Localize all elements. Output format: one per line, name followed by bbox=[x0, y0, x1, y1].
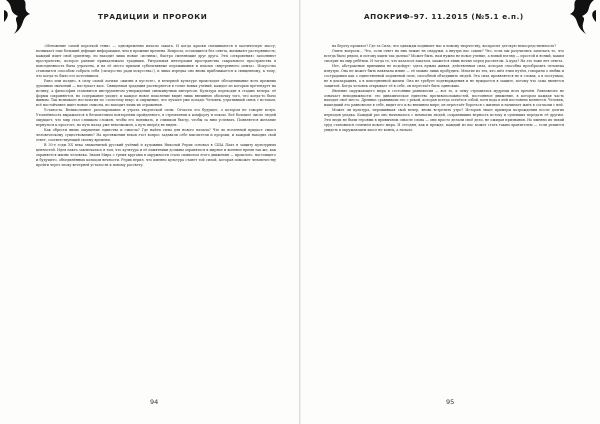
page-number: 94 bbox=[150, 398, 159, 406]
paragraph: Явление окружающего мира в состоянии равновесия — вот то, к чему стремились мудрецы всех времён. Равновесие не означает неподвижности: это динамическое единство противоположностей, постоянное движение, в котором каждая часть находит своё место. Древние сравнивали его с рекой, которая всегда остаётся собой, хотя вода в ней постоянно меняется. Человек, нашедший это равновесие в себе, видит его и во внешнем мире; он перестаёт бороться с жизнью и начинает жить в согласии с ней. bbox=[324, 88, 564, 108]
paragraph: Как обрести вновь ощущение единства и смысла? Где найти силы для нового начала? Что во вселенной придаст смысл человеческому существованию? На протяжении веков этот вопрос задавали себе мыслители и пророки, и каждый находил свой ответ, соответствующий своему времени. bbox=[36, 128, 276, 143]
paragraph: Устаность. Великолепное разочарование и утрата творческой силы. Отчасти это будущее, о котором не говорят вслух. Утомлённость выражается в бесконечном повторении пройденного, в стремлении к комфорту и покою. Всё большее число людей ощущает, что мир стал слишком сложен, чтобы его понимать, и слишком быстр, чтобы за ним успевать. Появляется желание вернуться к простоте, но путь назад уже невозможен, а путь вперёд не виден. bbox=[36, 108, 276, 128]
body-text bbox=[324, 44, 564, 380]
right-page bbox=[300, 0, 600, 424]
paragraph: Нет, абстрактные принципы не подойдут: здесь нужна живая, действенная сила, которая способна преобразить человека изнутри. Она не может быть навязана извне — её можно лишь пробудить. Многие из тех, кто шёл этим путём, говорили о любви и сострадании как о единственной подлинной силе, способной объединить людей. Эта сила проявляется не в словах, а в поступках, не в декларациях, а в повседневной жизни. Она не требует подтверждения и не нуждается в защите, потому что сама является защитой. Когда человек открывает её в себе, он перестаёт быть одиноким. bbox=[324, 63, 564, 88]
body-text bbox=[36, 44, 276, 380]
running-head: АПОКРИФ-97. 11.2015 (№5.1 е.п.) bbox=[364, 12, 524, 21]
paragraph: Опять вопросы… Что, если ответ на них лежит не снаружи, а внутри нас самих? Что, если мы разучились замечать то, что всегда было рядом, и потому ищем так далеко? Может быть, нам нужно не новое учение, а новый взгляд — простой и ясный, каким смотрит на мир ребёнок. И тогда то, что казалось закатом, окажется лишь ночью перед рассветом. А куда? На это тоже нет ответа. bbox=[324, 48, 564, 63]
paragraph: Может ли культура, пережившая свой вечер, вновь встретить утро? История знает примеры возрождения после долгих периодов упадка. Каждый раз оно начиналось с немногих людей, сохранивших верность истоку и сумевших передать её другим. Эти люди не были героями в привычном смысле слова — они просто делали своё дело, не ожидая признания. Но именно их тихий труд становился семенем нового мира. И сегодня, как и прежде, каждый из нас может стать таким хранителем — если решится увидеть в окружающем хаосе не конец, а начало. bbox=[324, 108, 564, 133]
paragraph: на берегу прошлое? Где та Сила, что однажды поднимет нас к новому творчеству, воскресит детскую непосредственность? bbox=[332, 44, 557, 48]
tribal-ornament-icon bbox=[566, 0, 596, 36]
running-head: ТРАДИЦИИ И ПРОРОКИ bbox=[98, 12, 208, 21]
paragraph: В 30-е годы XX века знаменитый русский учёный и художник Николай Рерих основал в США Пакт в защиту культурных ценностей. Идея пакта заключалась в том, что культура и её памятники должны охраняться в мирное и военное время так же, как охраняется жизнь человека. Знамя Мира с тремя кругами в окружности стало символом этого движения — прошлого, настоящего и будущего, объединённых кольцом вечности. Рерих верил, что именно культура станет той силой, которая поможет человечеству пройти через эпоху вечерней усталости к новому рассвету. bbox=[36, 143, 276, 167]
tribal-ornament-icon bbox=[4, 0, 34, 36]
paragraph: «Мгновение самой короткой тени» — одновременно начало заката. И когда краски смешиваются в хаотическую массу, возникает еще больший дефицит информации, чем в прежние времена. Вопросы, остающиеся без ответа, вызывают растерянность; каждый ищет свой ориентир, но находит лишь новые «истины», быстро сменяющие друг друга. Эти «откровения» заполняют пространство, которое раньше принадлежало традиции. Ритуальная интеграция пространства сакрального пространства в повседневность была утрачена, и на её место пришли субъективные переживания и поиски «внутреннего опыта». Искусство становится способом собрать себя («искусство ради искусства»), и лишь изредка оно вновь приближается к священному, к тому, что когда-то было его источником. bbox=[36, 44, 276, 78]
paragraph: Рано или поздно, в силу самой логики «жизни в пустоте», в вечерней культуре происходит обесценивание всех прежних духовных значений — наступает хаос. Священная традиция растворяется в толпе новых учений, каждое из которых претендует на истину, а философия становится инструментом утверждения сиюминутных интересов. Культура переходит в стадию вечера: её формы сохраняются, но содержание уходит, и каждое новое поколение видит лишь внешнюю оболочку того, что когда-то было живым. Так возникает ностальгия по «золотому веку» и ощущение, что лучшее уже позади. Человек, утративший связь с истоком, всё настойчивее ищет новые смыслы, но находит лишь их отражения. bbox=[36, 78, 276, 108]
page-number: 95 bbox=[446, 398, 455, 406]
